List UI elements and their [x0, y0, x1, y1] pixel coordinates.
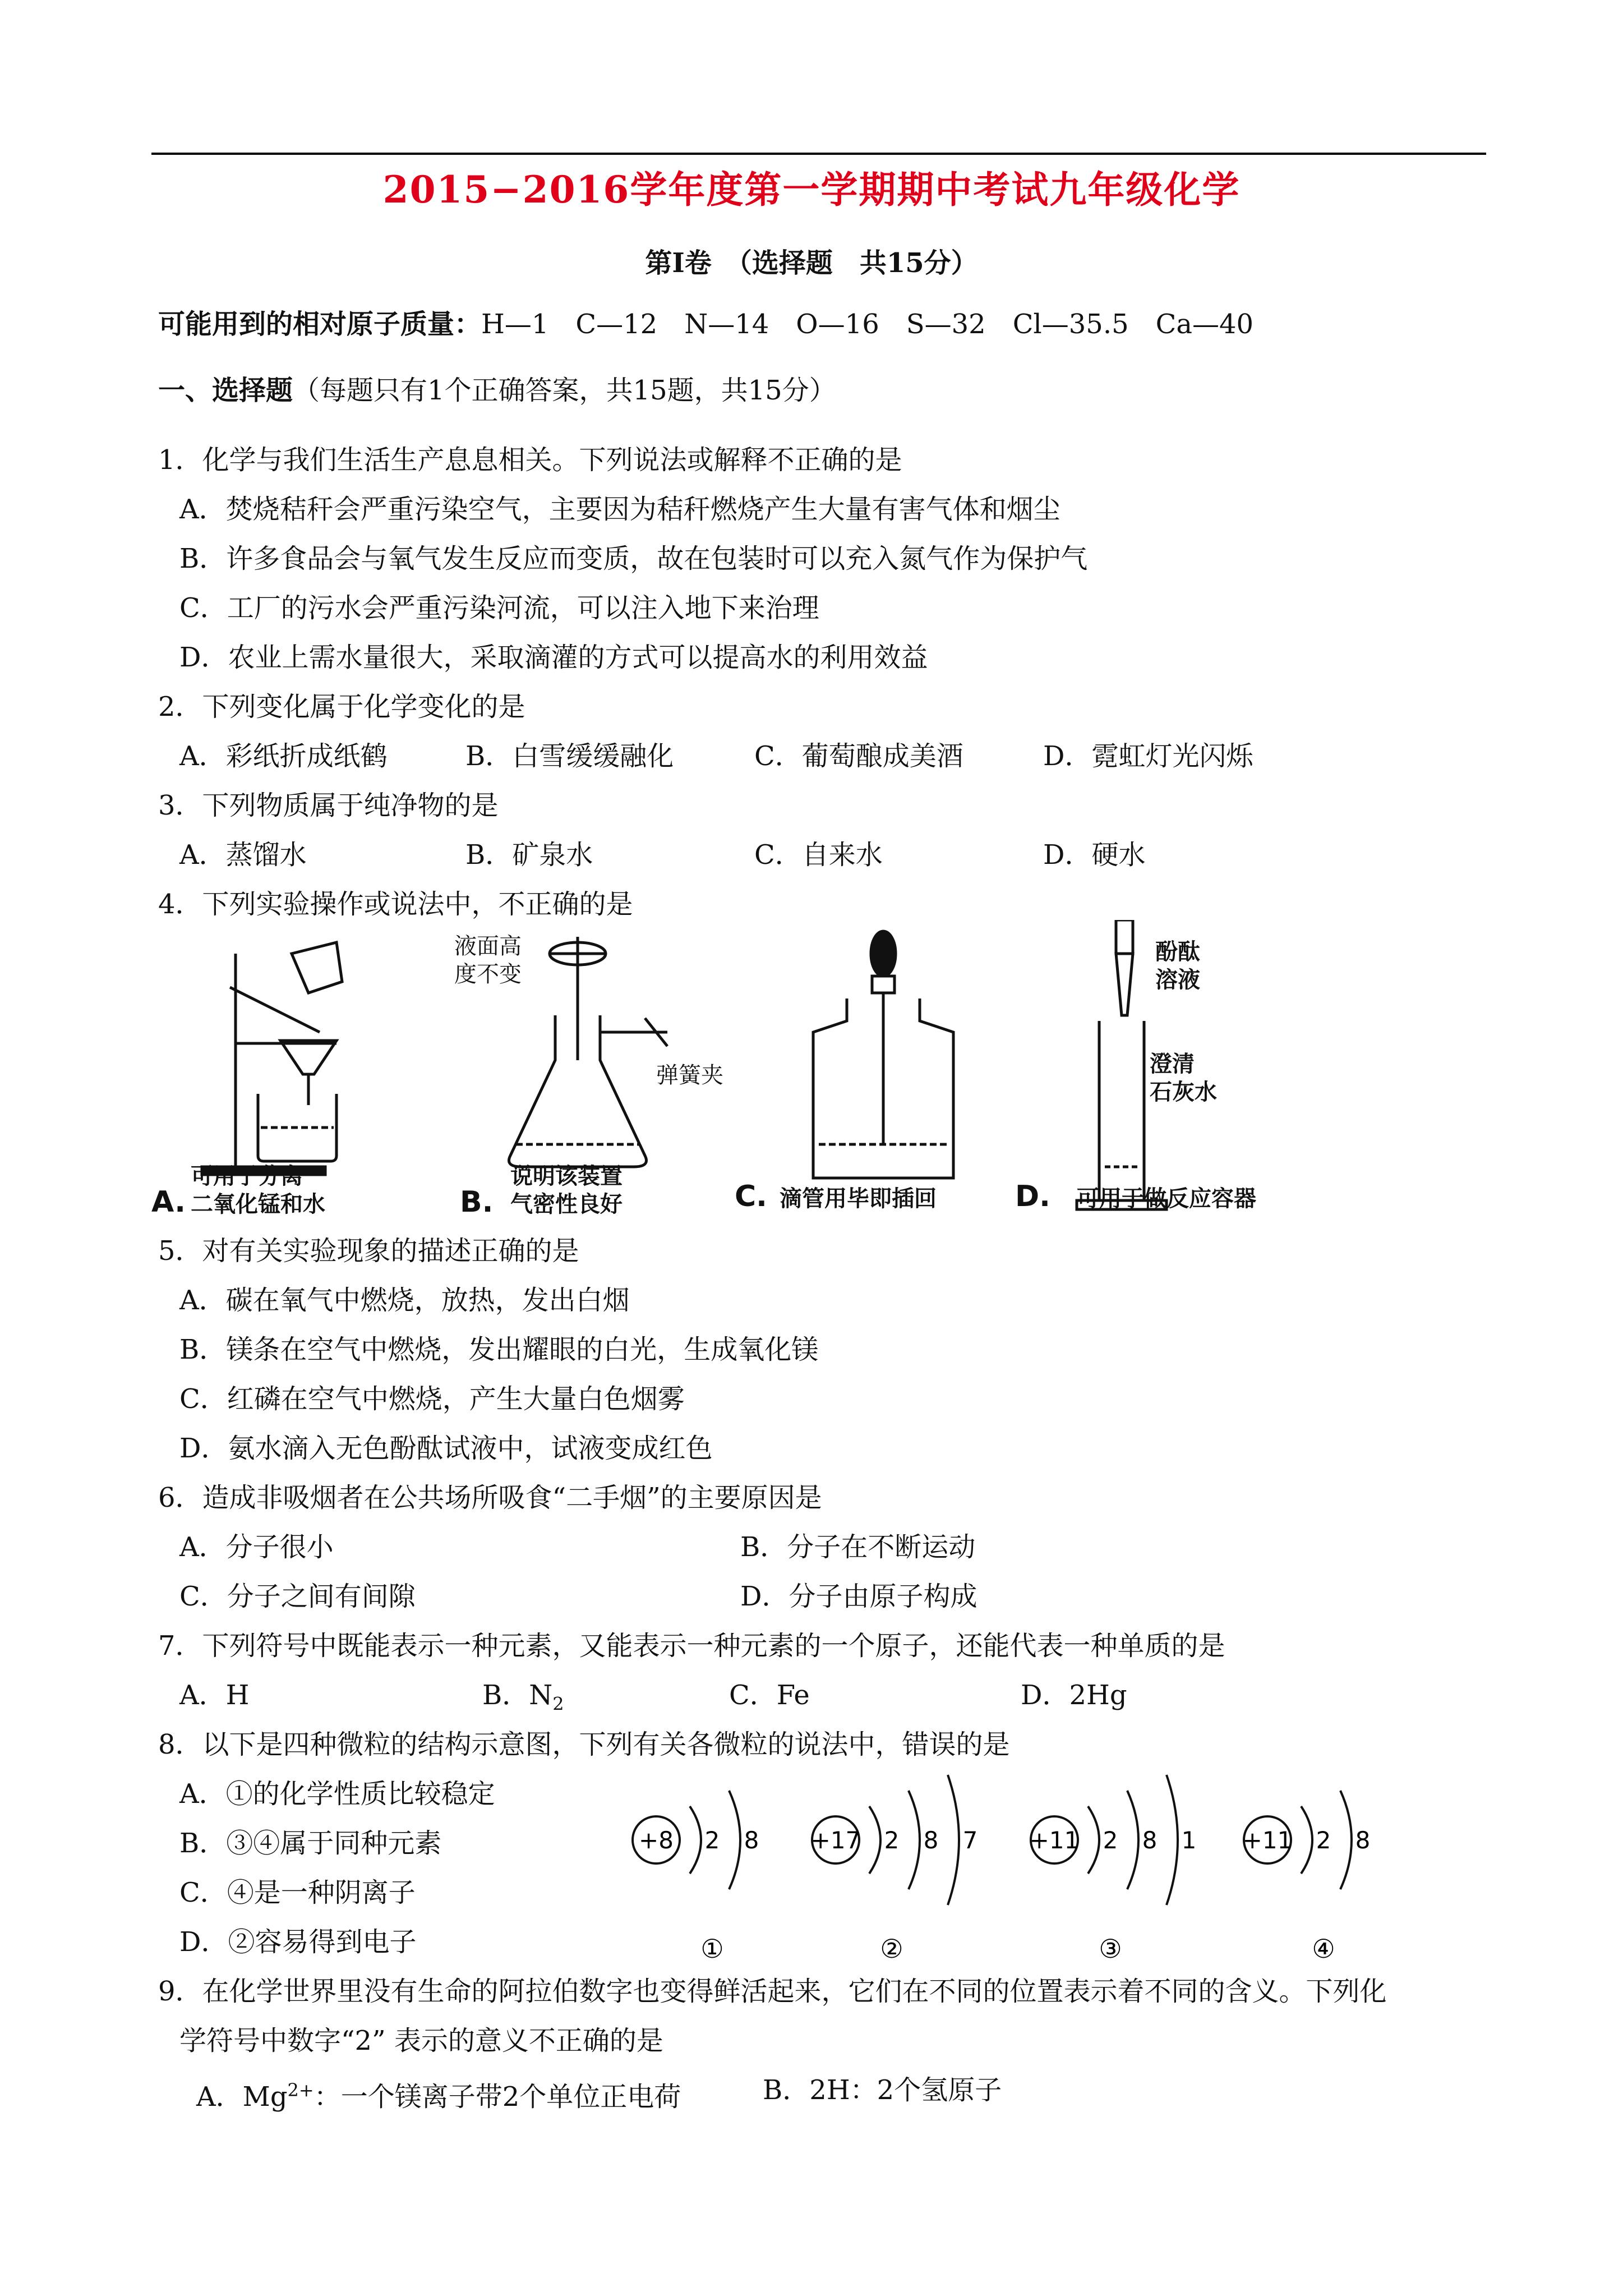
nucleus-charge: +11 [1242, 1826, 1293, 1854]
fig-d-letter: D. [1015, 1180, 1050, 1213]
q2-stem: 2．下列变化属于化学变化的是 [158, 691, 525, 723]
q7-option-b-subscript: 2 [552, 1693, 564, 1715]
electron-shell-arc [690, 1806, 701, 1874]
q3-option-a: A．蒸馏水 [179, 839, 307, 871]
q7-option-b-text: B．N [482, 1680, 553, 1711]
particle-label: ③ [1099, 1934, 1122, 1964]
electron-shell-arc [1088, 1806, 1099, 1874]
q7-option-a: A．H [179, 1680, 250, 1711]
fig-b-note-2: 度不变 [454, 961, 522, 987]
fig-d-label-1: 可用于做反应容器 [1077, 1186, 1256, 1212]
atomic-mass-line [158, 307, 1253, 341]
q3-option-d: D．硬水 [1043, 839, 1146, 871]
q6-stem: 6．造成非吸烟者在公共场所吸食“二手烟”的主要原因是 [158, 1482, 822, 1513]
nucleus-charge: +8 [639, 1826, 674, 1854]
q5-option-c: C．红磷在空气中燃烧，产生大量白色烟雾 [179, 1383, 685, 1415]
electron-shell-arc [1127, 1791, 1138, 1889]
q9-option-a-text: ：一个镁离子带2个单位正电荷 [313, 2081, 681, 2113]
section-note: （每题只有1个正确答案，共15题，共15分） [293, 375, 836, 406]
nucleus-charge: +11 [1029, 1826, 1080, 1854]
electron-count: 2 [884, 1826, 900, 1854]
part-subtitle: 第Ⅰ卷 （选择题 共15分） [645, 247, 978, 279]
fig-d-note-4: 石灰水 [1150, 1079, 1217, 1105]
q3-option-c: C．自来水 [754, 839, 883, 871]
q8-particle-diagrams [606, 1761, 1481, 1975]
q7-option-d: D．2Hg [1021, 1680, 1127, 1711]
section-title: 一、选择题 [158, 375, 293, 406]
q8-option-c: C．④是一种阴离子 [179, 1877, 416, 1908]
q9-stem-line-2: 学符号中数字“2” 表示的意义不正确的是 [179, 2025, 663, 2056]
particle-diagram-2 [811, 1775, 978, 1964]
q5-option-a: A．碳在氧气中燃烧，放热，发出白烟 [179, 1285, 630, 1316]
q9-option-b: B．2H：2个氢原子 [763, 2074, 1002, 2106]
fig-b-note-1: 液面高 [454, 933, 522, 959]
particle-diagram-1 [633, 1791, 759, 1964]
electron-count: 8 [744, 1826, 759, 1854]
electron-shell-arc [948, 1775, 959, 1905]
q6-option-c: C．分子之间有间隙 [179, 1581, 416, 1612]
fig-b-label-1: 说明该装置 [510, 1163, 623, 1189]
q5-option-b: B．镁条在空气中燃烧，发出耀眼的白光，生成氧化镁 [179, 1334, 819, 1365]
particle-label: ① [700, 1934, 724, 1964]
fig-d-note-2: 溶液 [1155, 967, 1200, 993]
electron-shell-arc [729, 1791, 740, 1889]
q1-option-d: D．农业上需水量很大，采取滴灌的方式可以提高水的利用效益 [179, 642, 928, 673]
q9-stem-line-1: 9．在化学世界里没有生命的阿拉伯数字也变得鲜活起来，它们在不同的位置表示着不同的含义。下列化 [158, 1976, 1387, 2007]
electron-count: 8 [1142, 1826, 1158, 1854]
q2-option-d: D．霓虹灯光闪烁 [1043, 740, 1253, 772]
electron-count: 7 [962, 1826, 978, 1854]
fig-b-label-2: 气密性良好 [510, 1191, 623, 1217]
q7-option-c: C．Fe [729, 1680, 810, 1711]
atomic-mass-label: 可能用到的相对原子质量： [158, 309, 482, 340]
top-rule [151, 153, 1486, 155]
fig-c-letter: C. [735, 1180, 767, 1213]
electron-count: 1 [1181, 1826, 1197, 1854]
q3-option-b: B．矿泉水 [465, 839, 593, 871]
particle-label: ② [880, 1934, 903, 1964]
electron-shell-arc [869, 1806, 880, 1874]
q4-stem: 4．下列实验操作或说法中，不正确的是 [158, 889, 633, 920]
electron-count: 2 [1103, 1826, 1118, 1854]
particle-diagram-4 [1243, 1791, 1371, 1964]
nucleus-charge: +17 [810, 1826, 861, 1854]
fig-d-note-1: 酚酞 [1155, 939, 1200, 965]
q8-option-d: D．②容易得到电子 [179, 1926, 417, 1958]
q5-option-d: D．氨水滴入无色酚酞试液中，试液变成红色 [179, 1433, 713, 1464]
fig-a-letter: A. [151, 1185, 186, 1219]
q8-stem: 8．以下是四种微粒的结构示意图，下列有关各微粒的说法中，错误的是 [158, 1729, 1010, 1760]
q1-option-a: A．焚烧秸秆会严重污染空气，主要因为秸秆燃烧产生大量有害气体和烟尘 [179, 494, 1061, 525]
fig-b-clamp-note: 弹簧夹 [656, 1062, 723, 1088]
electron-shell-arc [1340, 1791, 1352, 1889]
electron-shell-arc [1301, 1806, 1312, 1874]
fig-c-label-1: 滴管用毕即插回 [780, 1186, 937, 1212]
q9-option-a [196, 2073, 681, 2114]
exam-title: 2015−2016学年度第一学期期中考试九年级化学 [382, 168, 1241, 211]
electron-shell-arc [1166, 1775, 1178, 1905]
atomic-mass-values: H—1 C—12 N—14 O—16 S—32 Cl—35.5 Ca—40 [481, 309, 1254, 340]
q1-option-c: C．工厂的污水会严重污染河流，可以注入地下来治理 [179, 592, 819, 624]
q7-stem: 7．下列符号中既能表示一种元素，又能表示一种元素的一个原子，还能代表一种单质的是 [158, 1630, 1225, 1662]
q9-option-a-superscript: 2+ [287, 2079, 314, 2101]
q2-option-a: A．彩纸折成纸鹤 [179, 740, 388, 772]
q1-stem: 1．化学与我们生活生产息息相关。下列说法或解释不正确的是 [158, 444, 902, 476]
section-heading [158, 374, 836, 407]
q8-option-a: A．①的化学性质比较稳定 [179, 1778, 495, 1810]
q1-option-b: B．许多食品会与氧气发生反应而变质，故在包装时可以充入氮气作为保护气 [179, 543, 1088, 574]
q2-option-b: B．白雪缓缓融化 [465, 740, 674, 772]
electron-count: 8 [1355, 1826, 1371, 1854]
particle-label: ④ [1312, 1934, 1335, 1964]
q5-stem: 5．对有关实验现象的描述正确的是 [158, 1235, 579, 1267]
fig-d-note-3: 澄清 [1150, 1051, 1195, 1077]
fig-a-label-2: 二氧化锰和水 [191, 1191, 325, 1217]
q8-option-b: B．③④属于同种元素 [179, 1828, 442, 1859]
q4-apparatus-figures [151, 920, 1509, 1223]
particle-diagram-3 [1030, 1775, 1197, 1964]
q3-stem: 3．下列物质属于纯净物的是 [158, 790, 499, 821]
q6-option-a: A．分子很小 [179, 1531, 334, 1563]
fig-a-label-1: 可用于分离 [191, 1163, 303, 1189]
q6-option-d: D．分子由原子构成 [740, 1581, 978, 1612]
q6-option-b: B．分子在不断运动 [740, 1531, 976, 1563]
electron-count: 8 [923, 1826, 939, 1854]
q2-option-c: C．葡萄酿成美酒 [754, 740, 963, 772]
electron-count: 2 [1316, 1826, 1331, 1854]
q7-option-b [482, 1678, 564, 1721]
electron-shell-arc [909, 1791, 920, 1889]
q9-option-a-prefix: A．Mg [196, 2081, 288, 2113]
fig-b-letter: B. [460, 1185, 494, 1219]
electron-count: 2 [704, 1826, 720, 1854]
